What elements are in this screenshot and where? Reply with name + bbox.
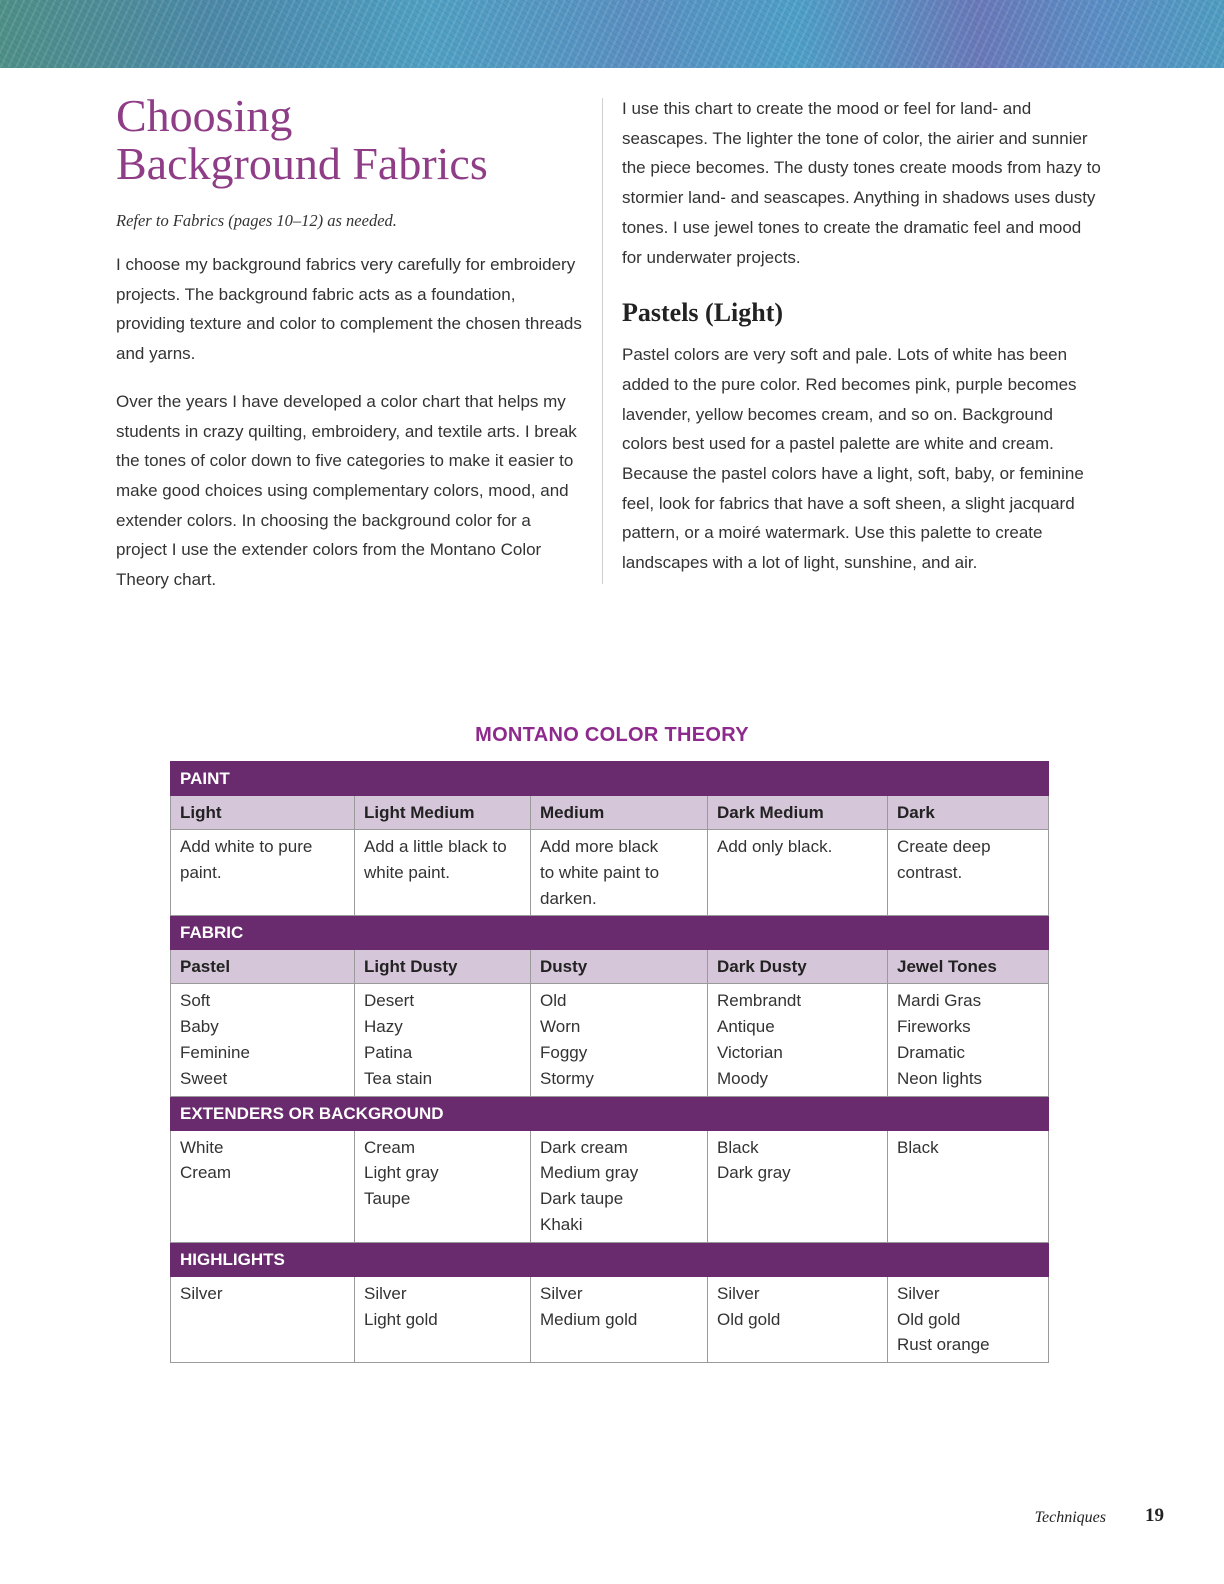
table-title: MONTANO COLOR THEORY [475,724,749,746]
table-row [171,1276,1049,1362]
table-cell [355,1276,531,1362]
column-header: Pastel [171,950,355,984]
cell-line: Old gold [897,1309,961,1329]
table-row [171,1130,1049,1242]
table-cell [531,830,708,916]
column-header: Dark Medium [708,796,888,830]
cell-line: Cream [180,1163,232,1183]
cell-line: Black [717,1137,759,1157]
left-column [116,92,586,595]
body-paragraph: Over the years I have developed a color chart that helps my students in crazy quilting, embroidery, and textile arts. I break the tones of color down to five categories to make it easier to make good choices using complementary colors, mood, and extender colors. In choosing the background color for a project I use the extender colors from the Montano Color Theory chart. [116,391,577,590]
table-cell [355,1130,531,1242]
section-label-paint: PAINT [171,762,1049,796]
cell-line: Add only black. [717,837,833,856]
cell-line: Silver [180,1283,223,1303]
page-number: 19 [1145,1505,1164,1526]
table-cell [531,1130,708,1242]
cell-line: Hazy [364,1017,403,1037]
cell-line: White [180,1137,224,1157]
table-cell [171,1276,355,1362]
page-title-line-2: Background Fabrics [116,138,488,189]
cell-line: Sweet [180,1068,228,1088]
table-cell [171,984,355,1096]
cell-line: Rembrandt [717,991,802,1011]
cell-line: Add white to pure paint. [180,837,313,882]
table-cell [708,1130,888,1242]
cell-line: Black [897,1137,939,1157]
cell-line: Baby [180,1017,219,1037]
table-cell [171,1130,355,1242]
cell-line: Antique [717,1017,775,1037]
cell-line: Desert [364,991,415,1011]
table-cell [888,1276,1049,1362]
table-cell [355,984,531,1096]
cell-line: Patina [364,1042,413,1062]
column-header: Dark [888,796,1049,830]
cell-line: Light gray [364,1163,439,1183]
cell-line: Silver [364,1283,407,1303]
column-header: Light Medium [355,796,531,830]
body-paragraph: I use this chart to create the mood or feel for land- and seascapes. The lighter the tone of color, the airier and sunnier the piece becomes. The dusty tones create moods from hazy to stormier land- and seascapes. Anything in shadows uses dusty tones. I use jewel tones to create the dramatic feel and mood for underwater projects. [622,99,1101,267]
cell-line: Rust orange [897,1335,990,1355]
table-section-row [171,1242,1049,1276]
column-header: Light [171,796,355,830]
column-header: Medium [531,796,708,830]
section-label-extenders: EXTENDERS OR BACKGROUND [171,1096,1049,1130]
cell-line: Old [540,991,567,1011]
table-cell [171,830,355,916]
table-cell [531,1276,708,1362]
section-heading-pastels: Pastels (Light) [622,298,784,328]
cell-line: Add more black [540,837,659,856]
cell-line: Dark gray [717,1163,791,1183]
column-header: Dusty [531,950,708,984]
cell-line: Feminine [180,1042,250,1062]
reference-note: Refer to Fabrics (pages 10–12) as needed. [116,211,397,230]
cell-line: Mardi Gras [897,991,982,1011]
cell-line: Neon lights [897,1068,983,1088]
cell-line: darken. [540,888,597,908]
decorative-banner [0,0,1224,68]
section-label-highlights: HIGHLIGHTS [171,1242,1049,1276]
footer-section-name: Techniques [1034,1509,1106,1526]
cell-line: Medium gold [540,1309,638,1329]
table-cell [888,830,1049,916]
color-theory-table [170,761,1049,1363]
table-header-row [171,796,1049,830]
cell-line: Taupe [364,1189,411,1209]
column-header: Jewel Tones [888,950,1049,984]
cell-line: Stormy [540,1068,594,1088]
table-section-row [171,762,1049,796]
cell-line: Worn [540,1017,581,1037]
cell-line: Add a little black to white paint. [364,837,507,882]
column-divider [602,98,603,584]
cell-line: Dark taupe [540,1189,624,1209]
section-label-fabric: FABRIC [171,916,1049,950]
cell-line: Light gold [364,1309,438,1329]
table-cell [708,984,888,1096]
cell-line: Silver [540,1283,583,1303]
cell-line: Dark cream [540,1137,628,1157]
cell-line: to white paint to [540,862,660,882]
cell-line: Silver [717,1283,760,1303]
table-cell [355,830,531,916]
cell-line: Victorian [717,1042,783,1062]
cell-line: Dramatic [897,1042,966,1062]
table-cell [888,1130,1049,1242]
table-cell [888,984,1049,1096]
page-title [116,92,586,188]
cell-line: Foggy [540,1042,588,1062]
table-row [171,830,1049,916]
table-header-row [171,950,1049,984]
cell-line: Khaki [540,1214,583,1234]
cell-line: Medium gray [540,1163,639,1183]
cell-line: Soft [180,991,211,1011]
table-cell [708,1276,888,1362]
table-cell [531,984,708,1096]
right-column [622,94,1102,578]
table-cell [708,830,888,916]
table-section-row [171,1096,1049,1130]
cell-line: Cream [364,1137,416,1157]
column-header: Light Dusty [355,950,531,984]
table-section-row [171,916,1049,950]
body-paragraph: I choose my background fabrics very carefully for embroidery projects. The background fabric acts as a foundation, providing texture and color to complement the chosen threads and yarns. [116,255,582,364]
table-row [171,984,1049,1096]
body-paragraph: Pastel colors are very soft and pale. Lots of white has been added to the pure color. Red becomes pink, purple becomes lavender, yellow becomes cream, and so on. Background colors best used for a pastel palette are white and cream. Because the pastel colors have a light, soft, baby, or feminine feel, look for fabrics that have a soft sheen, a slight jacquard pattern, or a moiré watermark. Use this palette to create landscapes with a lot of light, sunshine, and air. [622,345,1084,573]
cell-line: Create deep contrast. [897,837,991,882]
cell-line: Silver [897,1283,940,1303]
page-title-line-1: Choosing [116,90,293,141]
column-header: Dark Dusty [708,950,888,984]
cell-line: Tea stain [364,1068,433,1088]
cell-line: Moody [717,1068,769,1088]
cell-line: Old gold [717,1309,781,1329]
cell-line: Fireworks [897,1017,971,1037]
